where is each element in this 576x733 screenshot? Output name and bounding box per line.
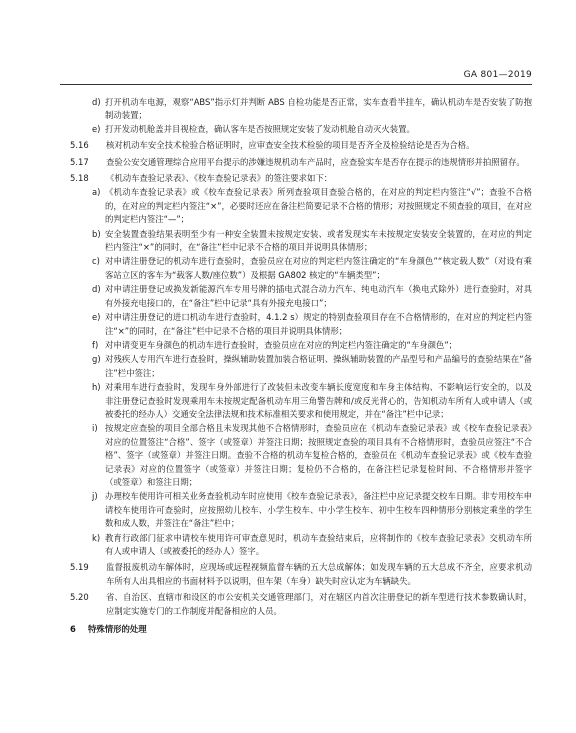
list-item — [70, 123, 532, 136]
list-item-text: 《机动车查验记录表》或《校车查验记录表》所列查验项目查验合格的，在对应的判定栏内签注“√”；查验不合格的，在对应的判定栏内签注“×”，必要时还应在备注栏简要记录不合格的情形；对按照规定不须查验的项目，在对应的判定栏内签注“—”； — [105, 187, 532, 225]
list-item-text: 对乘用车进行查验时，发现车身外部进行了改装但未改变车辆长度宽度和车身主体结构、不影响运行安全的，以及非注册登记查验时发现乘用车未按规定配备机动车用三角警告牌和/或反光背心的，告知机动车所有人或申请人（或被委托的经办人）交通安全法律法规和技术标准相关要求和使用规定，并在“备注”栏中记录； — [105, 382, 532, 419]
clause-text: 查验公安交通管理综合应用平台提示的涉嫌违规机动车产品时，应查验实车是否存在提示的违规情形并拍照留存。 — [106, 156, 525, 167]
section-title: 特殊情形的处理 — [88, 624, 147, 635]
clauses-b-list — [70, 561, 532, 618]
list-item-text: 教育行政部门征求申请校车使用许可审查意见时，机动车查验结束后，应将制作的《校车查验记录表》交机动车所有人或申请人（或被委托的经办人）签字。 — [105, 532, 532, 556]
list-item-text: 对申请变更车身颜色的机动车进行查验时，查验员应在对应的判定栏内签注确定的“车身颜色”； — [105, 339, 458, 350]
list-item — [70, 422, 532, 489]
list-item — [70, 339, 532, 352]
clause — [70, 591, 532, 618]
list-item-mark: b) — [92, 228, 101, 239]
list-item-mark: d) — [92, 97, 101, 107]
list-item — [70, 353, 532, 380]
clause-text: 《机动车查验记录表》、《校车查验记录表》的签注要求如下： — [106, 173, 333, 184]
clause — [70, 172, 532, 185]
list-item — [70, 96, 532, 123]
list-item-mark: k) — [92, 532, 101, 543]
list-item — [70, 255, 532, 282]
clause-mark: 5.16 — [70, 140, 89, 151]
clause-5-18-items — [70, 186, 532, 558]
list-item-mark: c) — [92, 256, 100, 267]
list-item — [70, 490, 532, 530]
section-number: 6 — [70, 624, 76, 635]
clause — [70, 139, 532, 152]
list-item — [70, 532, 532, 559]
standard-code: GA 801—2019 — [463, 70, 532, 80]
document-body — [70, 96, 532, 636]
clause-mark: 5.17 — [70, 156, 89, 167]
list-item-mark: f) — [92, 339, 99, 350]
list-item-mark: g) — [92, 354, 101, 365]
clause-mark: 5.19 — [70, 562, 89, 573]
clause-mark: 5.18 — [70, 173, 89, 184]
list-item-mark: a) — [92, 187, 101, 198]
list-item — [70, 381, 532, 421]
clause — [70, 561, 532, 588]
items-top-list — [70, 96, 532, 136]
list-item — [70, 228, 532, 255]
section-heading — [70, 623, 532, 636]
list-item-mark: j) — [92, 491, 98, 502]
list-item-text: 对残疾人专用汽车进行查验时，操纵辅助装置加装合格证明、操纵辅助装置的产品型号和产品编号的查验结果在“备注”栏中签注； — [105, 354, 532, 378]
list-item-mark: h) — [92, 382, 101, 393]
list-item-text: 对申请注册登记的进口机动车进行查验时，4.1.2 s）规定的特别查验项目存在不合格情形的，在对应的判定栏内签注“×”的同时，在“备注”栏中记录不合格的项目并说明具体情形； — [105, 312, 532, 336]
list-item-mark: d) — [92, 284, 101, 295]
list-item-mark: e) — [92, 312, 101, 323]
list-item-mark: i) — [92, 423, 98, 434]
list-item — [70, 311, 532, 338]
list-item-text: 打开机动车电源，观察“ABS”指示灯并判断 ABS 自检功能是否正常，实车查看半挂车，确认机动车是否安装了防抱制动装置； — [105, 97, 532, 121]
list-item-text: 安全装置查验结果表明至少有一种安全装置未按规定安装、或者发现实车未按规定安装安全装置的，在对应的判定栏内签注“×”的同时，在“备注”栏中记录不合格的项目并说明具体情形； — [105, 228, 532, 253]
list-item — [70, 186, 532, 226]
list-item-text: 办理校车使用许可相关业务查验机动车时应使用《校车查验记录表》，备注栏中应记录提交校车日期。非专用校车申请校车使用许可查验时，应按照幼儿校车、小学生校车、中小学生校车、初中生校车四种情形分别核定乘坐的学生数和成人数，并签注在“备注”栏中； — [105, 491, 532, 529]
list-item-text: 按规定应查验的项目全部合格且未发现其他不合格情形时，查验员应在《机动车查验记录表》或《校车查验记录表》对应的位置签注“合格”、签字（或签章）并签注日期；按照规定查验的项目具有不合格情形时，查验员应签注“不合格”、签字（或签章）并签注日期。查验不合格的机动车复检合格的，查验员在《机动车查验记录表》或《校车查验记录表》对应的位置签字（或签章）并签注日期；复检仍不合格的，在备注栏记录复检时间、不合格情形并签字（或签章）和签注日期； — [105, 423, 532, 487]
clause-text: 监督报废机动车解体时，应现场或远程视频监督车辆的五大总成解体；如发现车辆的五大总成不齐全，应要求机动车所有人出具相应的书面材料予以说明，但车架（车身）缺失时应认定为车辆缺失。 — [106, 562, 532, 586]
clause-text: 省、自治区、直辖市和设区的市公安机关交通管理部门，对在辖区内首次注册登记的新车型进行技术参数确认时，应制定实施专门的工作制度并配备相应的人员。 — [106, 592, 532, 616]
list-item-text: 打开发动机舱盖并目视检查，确认客车是否按照规定安装了发动机舱自动灭火装置。 — [105, 123, 415, 134]
clauses-a-list — [70, 139, 532, 185]
list-item-mark: e) — [92, 123, 101, 134]
list-item-text: 对申请注册登记或换发新能源汽车专用号牌的插电式混合动力汽车、纯电动汽车（换电式除外）进行查验时，对具有外接充电接口的，在“备注”栏中记录“具有外接充电接口”； — [105, 284, 532, 308]
list-item-text: 对申请注册登记的机动车进行查验时，查验员应在对应的判定栏内签注确定的“车身颜色”“核定载人数”（对设有乘客站立区的客车为“载客人数/座位数”）及根据 GA802 核定的“车辆类型”； — [105, 256, 532, 280]
list-item — [70, 283, 532, 310]
clause-text: 核对机动车安全技术检验合格证明时，应审查安全技术检验的项目是否齐全及检验结论是否为合格。 — [106, 140, 475, 151]
header-rule — [60, 84, 532, 85]
clause — [70, 156, 532, 169]
clause-mark: 5.20 — [70, 592, 89, 603]
